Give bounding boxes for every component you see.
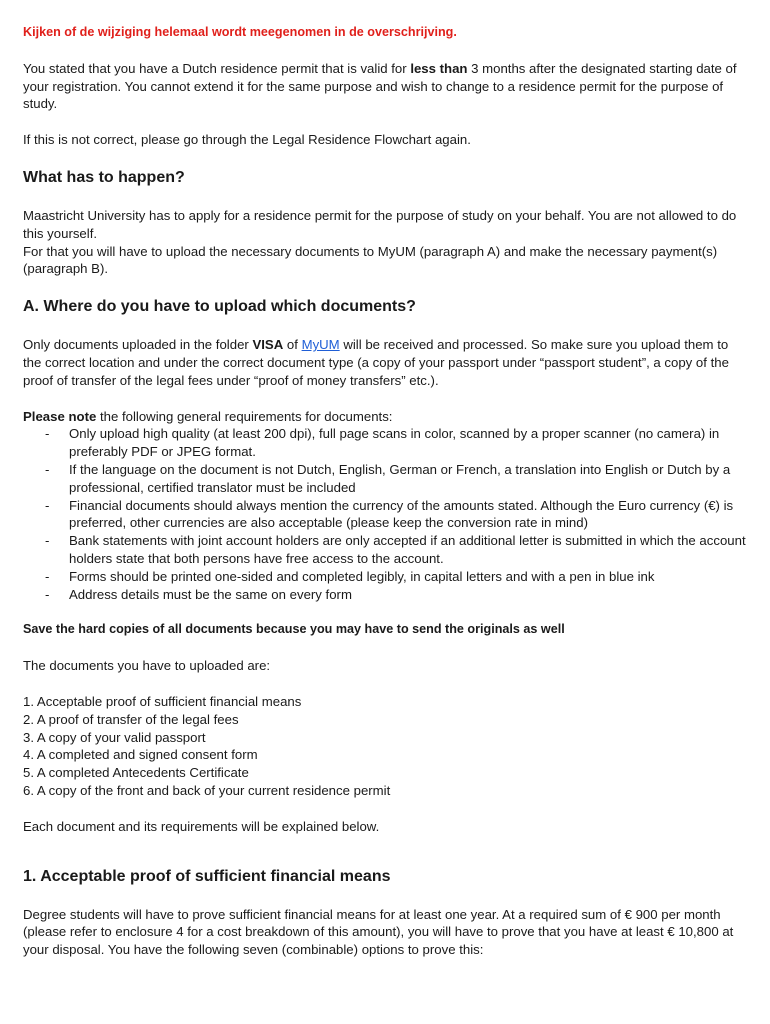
myum-link[interactable]: MyUM [301,337,340,353]
document-item: 4. A completed and signed consent form [23,747,258,763]
intro-text-after: 3 months after the designated starting date of your registration. You cannot extend it for the same purpose and wish to change to a residence permit for the purpose of study. [23,60,737,112]
requirement-item: - Financial documents should always mention the currency of the amounts stated. Although the Euro currency (€) is preferred, other currencies are also acceptable (please keep the conversion rate in mind) [45,497,747,533]
section-a-paragraph [23,336,747,389]
intro-text-before: You stated that you have a Dutch residence permit that is valid for [23,60,411,76]
document-item: 5. A completed Antecedents Certificate [23,765,249,781]
documents-outro: Each document and its requirements will be explained below. [23,818,380,834]
please-note-line [23,408,747,426]
save-hard-copies-note: Save the hard copies of all documents because you may have to send the originals as well [23,622,565,637]
spacer [23,854,747,866]
visa-folder-bold: VISA [252,337,284,353]
document-item: 3. A copy of your valid passport [23,729,206,745]
document-item: 1. Acceptable proof of sufficient financial means [23,693,302,709]
requirement-item: - Bank statements with joint account holders are only accepted if an additional letter is submitted in which the account holders state that both persons have free access to the account. [45,532,747,568]
requirement-item: - If the language on the document is not Dutch, English, German or French, a translation into English or Dutch by a professional, certified translator must be included [45,461,747,497]
section-1-paragraph: Degree students will have to prove sufficient financial means for at least one year. At a required sum of € 900 per month (please refer to enclosure 4 for a cost breakdown of this amount), you will have to prove that you have at least € 10,800 at your disposal. You have the following seven (combinable) options to prove this: [23,906,734,958]
requirement-item: - Forms should be printed one-sided and completed legibly, in capital letters and with a pen in blue ink [45,568,747,586]
what-line-1: Maastricht University has to apply for a residence permit for the purpose of study on your behalf. You are not allowed to do this yourself. [23,207,737,241]
what-line-2: For that you will have to upload the necessary documents to MyUM (paragraph A) and make the necessary payment(s) (paragraph B). [23,243,718,277]
flowchart-note: If this is not correct, please go through the Legal Residence Flowchart again. [23,132,471,148]
document-item: 2. A proof of transfer of the legal fees [23,711,239,727]
please-note-bold: Please note [23,408,97,424]
section-a-text-after: will be received and processed. So make sure you upload them to the correct location and under the correct document type (a copy of your passport under “passport student”, a copy of the proof of transfer of the legal fees under “proof of money transfers” etc.). [23,337,729,388]
document-item: 6. A copy of the front and back of your current residence permit [23,782,391,798]
section-a-text-mid: of [283,337,302,353]
documents-list [23,693,747,800]
requirements-list [23,425,747,603]
section-1-heading: 1. Acceptable proof of sufficient financial means [23,867,391,885]
intro-paragraph [23,60,747,113]
intro-bold-less-than: less than [410,60,468,76]
warning-text: Kijken of de wijziging helemaal wordt meegenomen in de overschrijving. [23,25,457,39]
please-note-text: the following general requirements for documents: [96,408,393,424]
requirement-item: - Address details must be the same on every form [45,586,747,604]
section-a-heading: A. Where do you have to upload which documents? [23,298,416,316]
documents-intro: The documents you have to uploaded are: [23,658,271,674]
section-a-text-before: Only documents uploaded in the folder [23,337,253,353]
what-heading: What has to happen? [23,168,185,186]
requirement-item: - Only upload high quality (at least 200 dpi), full page scans in color, scanned by a proper scanner (no camera) in preferably PDF or JPEG format. [45,425,747,461]
